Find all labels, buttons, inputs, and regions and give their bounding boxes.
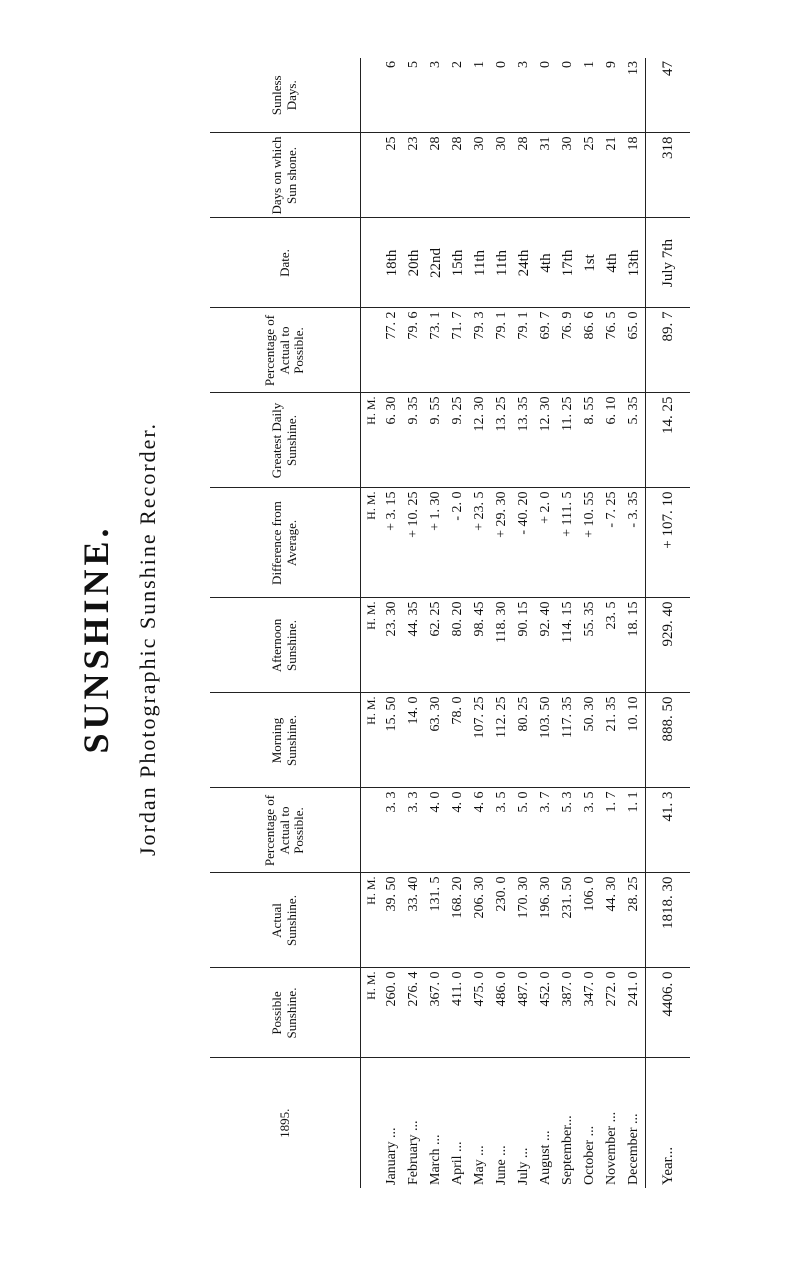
- days-sun-shone-cell: 28: [447, 133, 469, 218]
- morning-sunshine-cell: 15. 50: [381, 693, 403, 788]
- total-sunless-days: 47: [646, 58, 691, 133]
- difference-cell: - 3. 35: [623, 488, 646, 598]
- morning-sunshine-cell: 103. 50: [535, 693, 557, 788]
- month-cell: August ...: [538, 1130, 553, 1185]
- greatest-daily-cell: 13. 35: [513, 393, 535, 488]
- greatest-daily-cell: 6. 10: [601, 393, 623, 488]
- table-row: [381, 58, 403, 1188]
- days-sun-shone-cell: 28: [425, 133, 447, 218]
- header-date: Date.: [210, 218, 361, 308]
- sunless-days-cell: 3: [513, 58, 535, 133]
- percentage-greatest-cell: 73. 1: [425, 308, 447, 393]
- possible-sunshine-cell: 486. 0: [491, 968, 513, 1058]
- days-sun-shone-cell: 18: [623, 133, 646, 218]
- table-row: [535, 58, 557, 1188]
- unit-possible: H. M.: [361, 968, 382, 1058]
- sunless-days-cell: 0: [535, 58, 557, 133]
- actual-sunshine-cell: 206. 30: [469, 873, 491, 968]
- header-afternoon-sunshine: Afternoon Sunshine.: [210, 598, 361, 693]
- greatest-daily-cell: 6. 30: [381, 393, 403, 488]
- difference-cell: + 23. 5: [469, 488, 491, 598]
- percentage-greatest-cell: 65. 0: [623, 308, 646, 393]
- percentage-greatest-cell: 71. 7: [447, 308, 469, 393]
- date-cell: 22nd: [425, 218, 447, 308]
- sunless-days-cell: 0: [557, 58, 579, 133]
- unit-afternoon: H. M.: [361, 598, 382, 693]
- morning-sunshine-cell: 80. 25: [513, 693, 535, 788]
- sunless-days-cell: 3: [425, 58, 447, 133]
- percentage-actual-cell: 1. 7: [601, 788, 623, 873]
- total-date: July 7th: [646, 218, 691, 308]
- total-pct-greatest: 89. 7: [646, 308, 691, 393]
- days-sun-shone-cell: 28: [513, 133, 535, 218]
- possible-sunshine-cell: 411. 0: [447, 968, 469, 1058]
- afternoon-sunshine-cell: 90. 15: [513, 598, 535, 693]
- table-row: [469, 58, 491, 1188]
- possible-sunshine-cell: 276. 4: [403, 968, 425, 1058]
- month-cell: March ...: [428, 1134, 443, 1185]
- month-cell: February ...: [406, 1120, 421, 1185]
- actual-sunshine-cell: 44. 30: [601, 873, 623, 968]
- total-row: [646, 58, 691, 1188]
- month-cell: January ...: [384, 1127, 399, 1185]
- afternoon-sunshine-cell: 80. 20: [447, 598, 469, 693]
- table-row: [491, 58, 513, 1188]
- sunless-days-cell: 5: [403, 58, 425, 133]
- sunless-days-cell: 6: [381, 58, 403, 133]
- morning-sunshine-cell: 117. 35: [557, 693, 579, 788]
- days-sun-shone-cell: 25: [579, 133, 601, 218]
- morning-sunshine-cell: 10. 10: [623, 693, 646, 788]
- afternoon-sunshine-cell: 114. 15: [557, 598, 579, 693]
- date-cell: 11th: [491, 218, 513, 308]
- percentage-actual-cell: 3. 7: [535, 788, 557, 873]
- total-days-sun-shone: 318: [646, 133, 691, 218]
- difference-cell: + 111. 5: [557, 488, 579, 598]
- header-difference-from-average: Difference from Average.: [210, 488, 361, 598]
- table-row: [579, 58, 601, 1188]
- month-cell: July ...: [516, 1147, 531, 1185]
- afternoon-sunshine-cell: 44. 35: [403, 598, 425, 693]
- greatest-daily-cell: 9. 25: [447, 393, 469, 488]
- total-actual: 1818. 30: [646, 873, 691, 968]
- header-actual-sunshine: Actual Sunshine.: [210, 873, 361, 968]
- greatest-daily-cell: 12. 30: [535, 393, 557, 488]
- afternoon-sunshine-cell: 118. 30: [491, 598, 513, 693]
- month-cell: May ...: [472, 1145, 487, 1185]
- actual-sunshine-cell: 230. 0: [491, 873, 513, 968]
- header-possible-sunshine: Possible Sunshine.: [210, 968, 361, 1058]
- percentage-greatest-cell: 77. 2: [381, 308, 403, 393]
- table-row: [623, 58, 646, 1188]
- table-row: [601, 58, 623, 1188]
- table-row: [403, 58, 425, 1188]
- header-greatest-daily-sunshine: Greatest Daily Sunshine.: [210, 393, 361, 488]
- total-difference: + 107. 10: [646, 488, 691, 598]
- actual-sunshine-cell: 33. 40: [403, 873, 425, 968]
- possible-sunshine-cell: 260. 0: [381, 968, 403, 1058]
- days-sun-shone-cell: 30: [491, 133, 513, 218]
- total-greatest: 14. 25: [646, 393, 691, 488]
- date-cell: 1st: [579, 218, 601, 308]
- difference-cell: + 1. 30: [425, 488, 447, 598]
- difference-cell: + 10. 55: [579, 488, 601, 598]
- afternoon-sunshine-cell: 23. 5: [601, 598, 623, 693]
- afternoon-sunshine-cell: 55. 35: [579, 598, 601, 693]
- morning-sunshine-cell: 78. 0: [447, 693, 469, 788]
- actual-sunshine-cell: 106. 0: [579, 873, 601, 968]
- morning-sunshine-cell: 14. 0: [403, 693, 425, 788]
- days-sun-shone-cell: 21: [601, 133, 623, 218]
- percentage-greatest-cell: 69. 7: [535, 308, 557, 393]
- date-cell: 18th: [381, 218, 403, 308]
- table-row: [557, 58, 579, 1188]
- percentage-greatest-cell: 86. 6: [579, 308, 601, 393]
- greatest-daily-cell: 13. 25: [491, 393, 513, 488]
- morning-sunshine-cell: 50. 30: [579, 693, 601, 788]
- sunless-days-cell: 0: [491, 58, 513, 133]
- afternoon-sunshine-cell: 18. 15: [623, 598, 646, 693]
- days-sun-shone-cell: 31: [535, 133, 557, 218]
- unit-morning: H. M.: [361, 693, 382, 788]
- sunless-days-cell: 1: [469, 58, 491, 133]
- greatest-daily-cell: 12. 30: [469, 393, 491, 488]
- date-cell: 17th: [557, 218, 579, 308]
- header-percentage-greatest: Percentage of Actual to Possible.: [210, 308, 361, 393]
- percentage-actual-cell: 3. 3: [381, 788, 403, 873]
- percentage-actual-cell: 3. 3: [403, 788, 425, 873]
- difference-cell: - 7. 25: [601, 488, 623, 598]
- actual-sunshine-cell: 170. 30: [513, 873, 535, 968]
- percentage-actual-cell: 1. 1: [623, 788, 646, 873]
- greatest-daily-cell: 8. 55: [579, 393, 601, 488]
- actual-sunshine-cell: 39. 50: [381, 873, 403, 968]
- date-cell: 15th: [447, 218, 469, 308]
- afternoon-sunshine-cell: 98. 45: [469, 598, 491, 693]
- possible-sunshine-cell: 367. 0: [425, 968, 447, 1058]
- month-cell: November ...: [604, 1111, 619, 1185]
- actual-sunshine-cell: 131. 5: [425, 873, 447, 968]
- possible-sunshine-cell: 272. 0: [601, 968, 623, 1058]
- table-row: [425, 58, 447, 1188]
- total-morning: 888. 50: [646, 693, 691, 788]
- percentage-actual-cell: 4. 0: [447, 788, 469, 873]
- sunshine-table: [210, 58, 690, 1188]
- table-row: [447, 58, 469, 1188]
- difference-cell: + 10. 25: [403, 488, 425, 598]
- header-percentage-actual: Percentage of Actual to Possible.: [210, 788, 361, 873]
- morning-sunshine-cell: 112. 25: [491, 693, 513, 788]
- total-pct-actual: 41. 3: [646, 788, 691, 873]
- days-sun-shone-cell: 25: [381, 133, 403, 218]
- unit-greatest: H. M.: [361, 393, 382, 488]
- unit-difference: H. M.: [361, 488, 382, 598]
- units-row: [361, 58, 382, 1188]
- sunless-days-cell: 2: [447, 58, 469, 133]
- percentage-actual-cell: 5. 3: [557, 788, 579, 873]
- possible-sunshine-cell: 475. 0: [469, 968, 491, 1058]
- greatest-daily-cell: 5. 35: [623, 393, 646, 488]
- header-morning-sunshine: Morning Sunshine.: [210, 693, 361, 788]
- total-possible: 4406. 0: [646, 968, 691, 1058]
- actual-sunshine-cell: 28. 25: [623, 873, 646, 968]
- sunless-days-cell: 9: [601, 58, 623, 133]
- date-cell: 4th: [601, 218, 623, 308]
- percentage-actual-cell: 4. 6: [469, 788, 491, 873]
- percentage-greatest-cell: 76. 5: [601, 308, 623, 393]
- month-cell: September...: [560, 1115, 575, 1185]
- actual-sunshine-cell: 231. 50: [557, 873, 579, 968]
- percentage-greatest-cell: 79. 6: [403, 308, 425, 393]
- month-cell: December ...: [626, 1113, 641, 1185]
- unit-actual: H. M.: [361, 873, 382, 968]
- page-subtitle: Jordan Photographic Sunshine Recorder.: [135, 421, 160, 857]
- possible-sunshine-cell: 241. 0: [623, 968, 646, 1058]
- month-cell: April ...: [450, 1141, 465, 1185]
- percentage-greatest-cell: 76. 9: [557, 308, 579, 393]
- morning-sunshine-cell: 107. 25: [469, 693, 491, 788]
- difference-cell: - 2. 0: [447, 488, 469, 598]
- greatest-daily-cell: 9. 35: [403, 393, 425, 488]
- date-cell: 11th: [469, 218, 491, 308]
- percentage-actual-cell: 5. 0: [513, 788, 535, 873]
- difference-cell: + 3. 15: [381, 488, 403, 598]
- days-sun-shone-cell: 30: [557, 133, 579, 218]
- morning-sunshine-cell: 21. 35: [601, 693, 623, 788]
- percentage-actual-cell: 3. 5: [579, 788, 601, 873]
- difference-cell: + 2. 0: [535, 488, 557, 598]
- percentage-actual-cell: 4. 0: [425, 788, 447, 873]
- sunless-days-cell: 1: [579, 58, 601, 133]
- month-cell: June ...: [494, 1145, 509, 1185]
- percentage-greatest-cell: 79. 1: [491, 308, 513, 393]
- days-sun-shone-cell: 30: [469, 133, 491, 218]
- date-cell: 4th: [535, 218, 557, 308]
- difference-cell: + 29. 30: [491, 488, 513, 598]
- morning-sunshine-cell: 63. 30: [425, 693, 447, 788]
- afternoon-sunshine-cell: 62. 25: [425, 598, 447, 693]
- percentage-greatest-cell: 79. 1: [513, 308, 535, 393]
- actual-sunshine-cell: 168. 20: [447, 873, 469, 968]
- actual-sunshine-cell: 196. 30: [535, 873, 557, 968]
- afternoon-sunshine-cell: 23. 30: [381, 598, 403, 693]
- page-title: SUNSHINE.: [76, 524, 116, 754]
- afternoon-sunshine-cell: 92. 40: [535, 598, 557, 693]
- greatest-daily-cell: 11. 25: [557, 393, 579, 488]
- greatest-daily-cell: 9. 55: [425, 393, 447, 488]
- days-sun-shone-cell: 23: [403, 133, 425, 218]
- possible-sunshine-cell: 347. 0: [579, 968, 601, 1058]
- total-label: Year...: [646, 1058, 691, 1188]
- header-days-sun-shone: Days on which Sun shone.: [210, 133, 361, 218]
- percentage-greatest-cell: 79. 3: [469, 308, 491, 393]
- sunless-days-cell: 13: [623, 58, 646, 133]
- total-afternoon: 929. 40: [646, 598, 691, 693]
- difference-cell: - 40. 20: [513, 488, 535, 598]
- month-cell: October ...: [582, 1125, 597, 1185]
- percentage-actual-cell: 3. 5: [491, 788, 513, 873]
- date-cell: 20th: [403, 218, 425, 308]
- date-cell: 13th: [623, 218, 646, 308]
- header-sunless-days: Sunless Days.: [210, 58, 361, 133]
- header-year: 1895.: [210, 1058, 361, 1188]
- date-cell: 24th: [513, 218, 535, 308]
- table-row: [513, 58, 535, 1188]
- possible-sunshine-cell: 487. 0: [513, 968, 535, 1058]
- possible-sunshine-cell: 387. 0: [557, 968, 579, 1058]
- possible-sunshine-cell: 452. 0: [535, 968, 557, 1058]
